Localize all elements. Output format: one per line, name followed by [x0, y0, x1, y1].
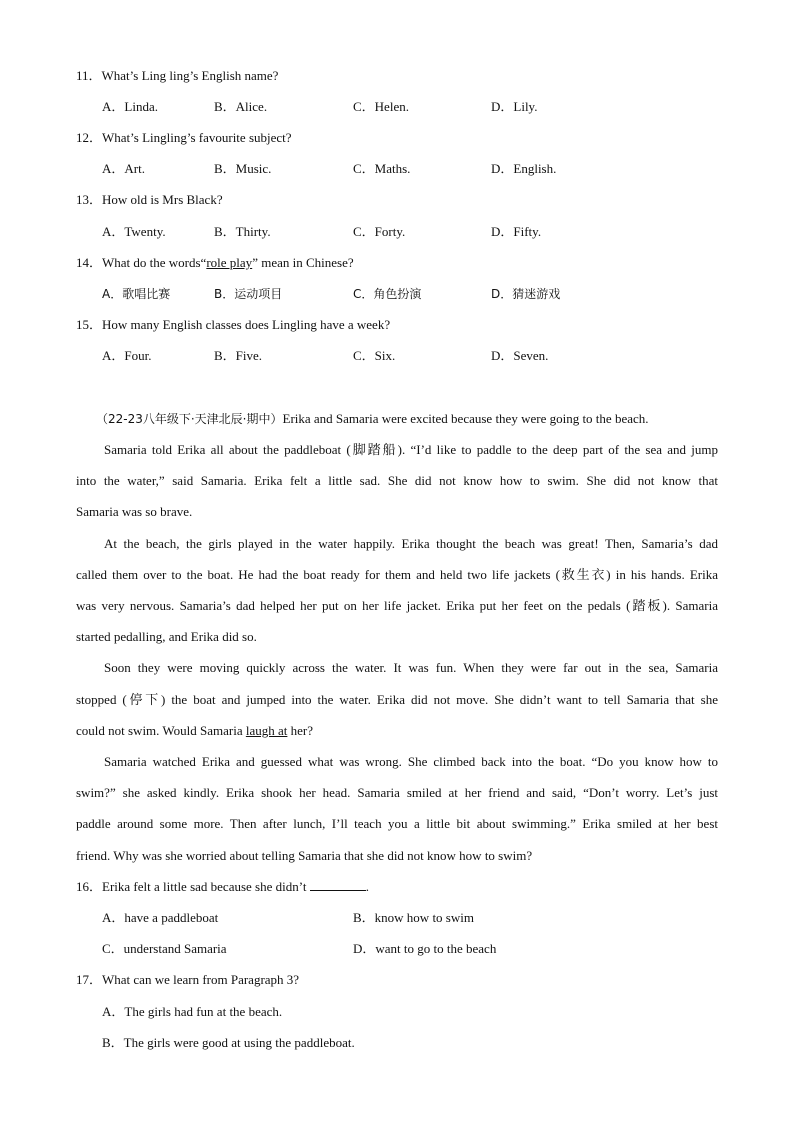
- question-16-option-d[interactable]: D．want to go to the beach: [353, 941, 497, 956]
- question-15-stem: 15．How many English classes does Lingling have a week?: [76, 317, 391, 332]
- passage-line-7: was very nervous. Samaria’s dad helped her put on her life jacket. Erika put her feet on the pedals (踏板). Samaria: [76, 598, 718, 613]
- passage-line-5: At the beach, the girls played in the water happily. Erika thought the beach was great! Then, Samaria’s dad: [104, 536, 718, 551]
- question-11-option-b[interactable]: B．Alice.: [214, 99, 268, 114]
- question-11-stem: 11．What’s Ling ling’s English name?: [76, 68, 279, 83]
- question-12-stem: 12．What’s Lingling’s favourite subject?: [76, 130, 292, 145]
- question-11-option-c[interactable]: C．Helen.: [353, 99, 409, 114]
- answer-blank[interactable]: [310, 879, 366, 891]
- passage-line-9: Soon they were moving quickly across the water. It was fun. When they were far out in the sea, Samaria: [104, 660, 718, 675]
- passage-line-6: called them over to the boat. He had the boat ready for them and held two life jackets (救生衣) in his hands. Erika: [76, 567, 718, 582]
- question-15-option-c[interactable]: C．Six.: [353, 348, 396, 363]
- question-13-option-a[interactable]: A．Twenty.: [102, 224, 166, 239]
- question-16-stem: [76, 879, 369, 895]
- passage-line-8: started pedalling, and Erika did so.: [76, 629, 257, 644]
- passage-line-2: Samaria told Erika all about the paddleboat (脚踏船). “I’d like to paddle to the deep part of the sea and jump: [104, 442, 718, 457]
- question-13-stem: 13．How old is Mrs Black?: [76, 192, 223, 207]
- question-15-option-a[interactable]: A．Four.: [102, 348, 152, 363]
- passage-line-12: Samaria watched Erika and guessed what was wrong. She climbed back into the boat. “Do you know how to: [104, 754, 718, 769]
- question-14-option-a[interactable]: A．歌唱比赛: [102, 287, 171, 301]
- question-14-option-b[interactable]: B．运动项目: [214, 287, 283, 301]
- question-14-stem-post: ” mean in Chinese?: [252, 255, 354, 270]
- question-17-stem: 17．What can we learn from Paragraph 3?: [76, 972, 300, 987]
- question-12-option-d[interactable]: D．English.: [491, 161, 557, 176]
- question-14-option-c[interactable]: C．角色扮演: [353, 287, 422, 301]
- question-16-option-a[interactable]: A．have a paddleboat: [102, 910, 219, 925]
- question-14-option-d[interactable]: D．猜迷游戏: [491, 287, 561, 301]
- passage-underlined-phrase: laugh at: [245, 723, 288, 738]
- passage-line-1-text: Erika and Samaria were excited because they were going to the beach.: [282, 411, 649, 426]
- question-13-option-b[interactable]: B．Thirty.: [214, 224, 271, 239]
- passage-line-14: paddle around some more. Then after lunch, I’ll teach you a little bit about swimming.” Erika smiled at her best: [76, 816, 718, 831]
- question-16-stem-end: .: [365, 879, 369, 894]
- question-13-option-d[interactable]: D．Fifty.: [491, 224, 542, 239]
- question-17-option-a[interactable]: A．The girls had fun at the beach.: [102, 1004, 283, 1019]
- question-13-option-c[interactable]: C．Forty.: [353, 224, 406, 239]
- question-14-stem-pre: 14．What do the words“: [76, 255, 207, 270]
- passage-line-15: friend. Why was she worried about telling Samaria that she did not know how to swim?: [76, 848, 533, 863]
- question-14-stem: [76, 255, 354, 271]
- passage-line-10: stopped (停下) the boat and jumped into the water. Erika did not move. She didn’t want to tell Samaria that she: [76, 692, 718, 707]
- passage-source: （22-23八年级下·天津北辰·期中）: [96, 412, 283, 426]
- question-12-option-c[interactable]: C．Maths.: [353, 161, 411, 176]
- passage-line-11-post: her?: [287, 723, 314, 738]
- question-12-option-b[interactable]: B．Music.: [214, 161, 272, 176]
- question-11-option-a[interactable]: A．Linda.: [102, 99, 158, 114]
- passage-line-4: Samaria was so brave.: [76, 504, 193, 519]
- question-17-option-b[interactable]: B．The girls were good at using the paddleboat.: [102, 1035, 355, 1050]
- passage-line-1: [96, 411, 718, 427]
- question-11-option-d[interactable]: D．Lily.: [491, 99, 538, 114]
- question-15-option-b[interactable]: B．Five.: [214, 348, 263, 363]
- question-14-underlined-term: role play: [206, 255, 253, 270]
- question-16-option-c[interactable]: C．understand Samaria: [102, 941, 227, 956]
- passage-line-11: [76, 723, 718, 739]
- question-12-option-a[interactable]: A．Art.: [102, 161, 145, 176]
- question-16-option-b[interactable]: B．know how to swim: [353, 910, 474, 925]
- question-15-option-d[interactable]: D．Seven.: [491, 348, 549, 363]
- passage-line-11-pre: could not swim. Would Samaria: [76, 723, 246, 738]
- passage-line-3: into the water,” said Samaria. Erika felt a little sad. She did not know how to swim. She did not know that: [76, 473, 718, 488]
- question-16-stem-text: 16．Erika felt a little sad because she didn’t: [76, 879, 307, 894]
- passage-line-13: swim?” she asked kindly. Erika shook her head. Samaria smiled at her friend and said, “Don’t worry. Let’s just: [76, 785, 718, 800]
